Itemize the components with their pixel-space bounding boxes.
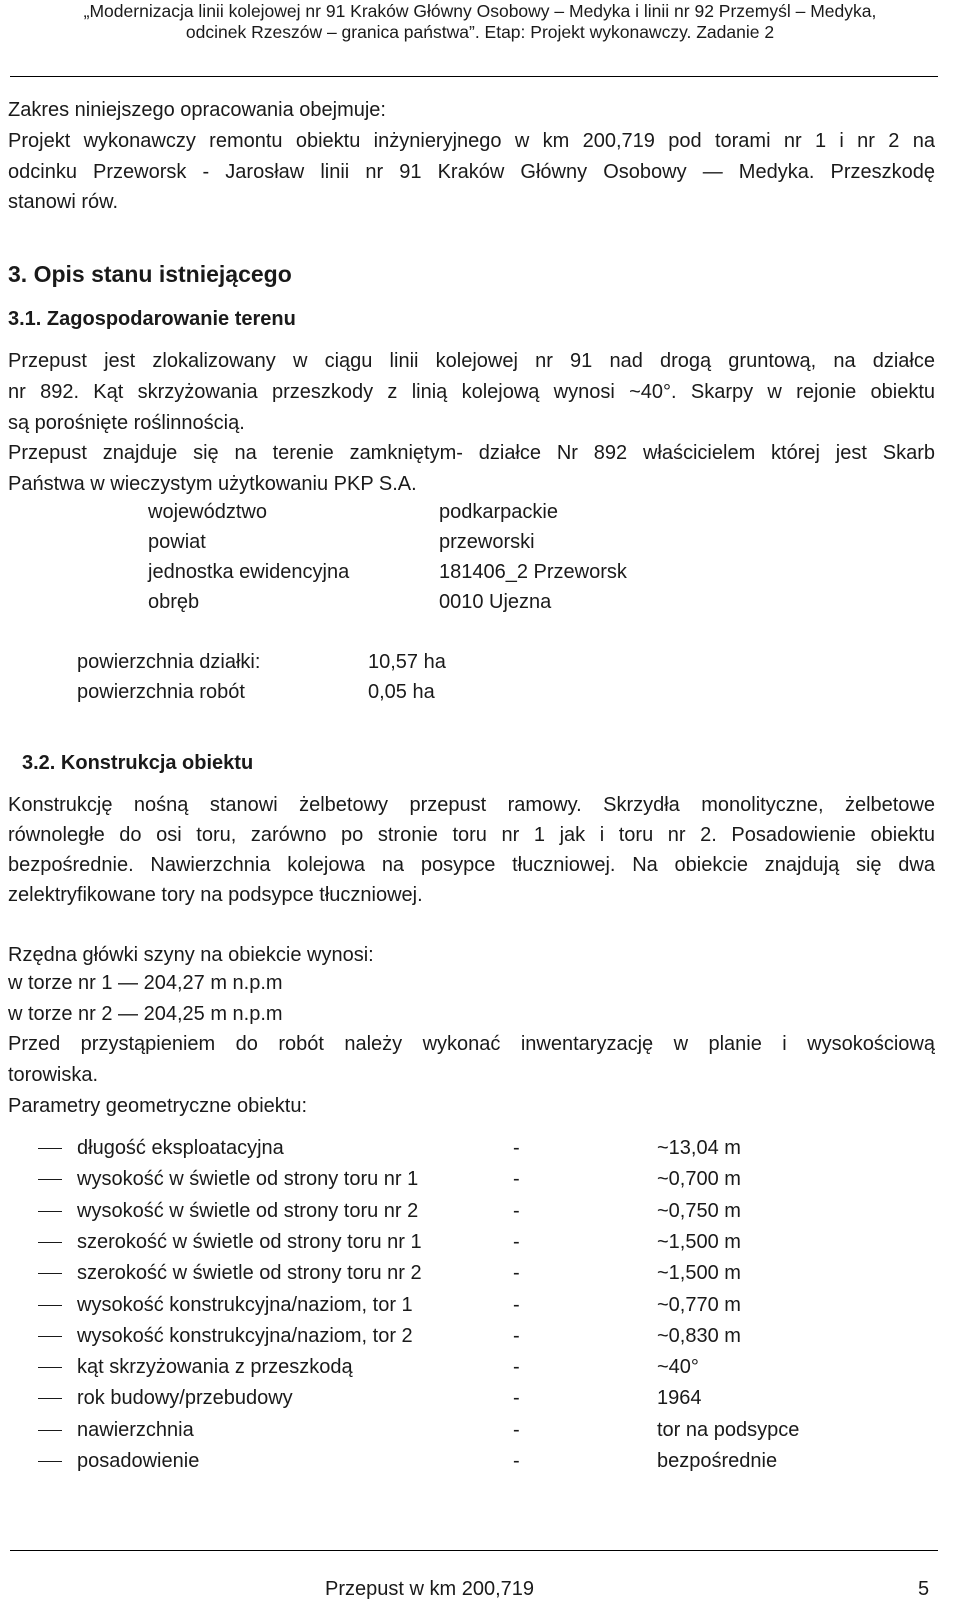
param-value: 1964 xyxy=(657,1387,702,1409)
param-value: ~0,750 m xyxy=(657,1200,741,1222)
param-value: ~1,500 m xyxy=(657,1262,741,1284)
admin-label-county: powiat xyxy=(148,531,206,553)
area-label-works: powierzchnia robót xyxy=(77,681,245,703)
param-name: wysokość w świetle od strony toru nr 2 xyxy=(77,1200,419,1222)
area-label-plot: powierzchnia działki: xyxy=(77,651,261,673)
param-value: tor na podsypce xyxy=(657,1419,800,1441)
admin-label-unit: jednostka ewidencyjna xyxy=(148,561,350,583)
param-separator: - xyxy=(513,1168,520,1190)
scope-line-2: odcinku Przeworsk - Jarosław linii nr 91 Kraków Główny Osobowy — Medyka. Przeszkodę xyxy=(8,161,935,183)
param-value: ~1,500 m xyxy=(657,1231,741,1253)
list-dash xyxy=(38,1367,62,1368)
param-name: szerokość w świetle od strony toru nr 2 xyxy=(77,1262,422,1284)
param-separator: - xyxy=(513,1387,520,1409)
para3-line-4: zelektryfikowane tory na podsypce tłuczniowej. xyxy=(8,884,423,906)
admin-value-precinct: 0010 Ujezna xyxy=(439,591,552,613)
para1-line-1: Przepust jest zlokalizowany w ciągu linii kolejowej nr 91 nad drogą gruntową, na działce xyxy=(8,350,935,372)
header-line-1: „Modernizacja linii kolejowej nr 91 Kraków Główny Osobowy – Medyka i linii nr 92 Przemyśl – Medyka, xyxy=(83,1,877,21)
header-line-2: odcinek Rzeszów – granica państwa”. Etap: Projekt wykonawczy. Zadanie 2 xyxy=(185,22,775,42)
rail-line-1: w torze nr 1 — 204,27 m n.p.m xyxy=(8,972,283,994)
para1-line-2: nr 892. Kąt skrzyżowania przeszkody z linią kolejową wynosi ~40°. Skarpy w rejonie obiektu xyxy=(8,381,935,403)
param-separator: - xyxy=(513,1356,520,1378)
para3-line-1: Konstrukcję nośną stanowi żelbetowy przepust ramowy. Skrzydła monolityczne, żelbetowe xyxy=(8,794,935,816)
param-separator: - xyxy=(513,1200,520,1222)
admin-label-voivodeship: województwo xyxy=(148,501,267,523)
param-value: ~40° xyxy=(657,1356,699,1378)
param-separator: - xyxy=(513,1137,520,1159)
para3-line-2: równoległe do osi toru, zarówno po stronie toru nr 1 jak i toru nr 2. Posadowienie obiektu xyxy=(8,824,935,846)
list-dash xyxy=(38,1242,62,1243)
param-name: szerokość w świetle od strony toru nr 1 xyxy=(77,1231,422,1253)
list-dash xyxy=(38,1305,62,1306)
para1-line-3: są porośnięte roślinnością. xyxy=(8,412,245,434)
params-intro: Parametry geometryczne obiektu: xyxy=(8,1095,308,1117)
param-separator: - xyxy=(513,1450,520,1472)
list-dash xyxy=(38,1148,62,1149)
list-dash xyxy=(38,1336,62,1337)
param-value: bezpośrednie xyxy=(657,1450,778,1472)
admin-value-voivodeship: podkarpackie xyxy=(439,501,558,523)
list-dash xyxy=(38,1398,62,1399)
param-value: ~13,04 m xyxy=(657,1137,741,1159)
param-name: wysokość w świetle od strony toru nr 1 xyxy=(77,1168,419,1190)
param-value: ~0,830 m xyxy=(657,1325,741,1347)
param-name: wysokość konstrukcyjna/naziom, tor 2 xyxy=(77,1325,413,1347)
param-name: posadowienie xyxy=(77,1450,200,1472)
section-3-1-title: 3.1. Zagospodarowanie terenu xyxy=(8,308,296,330)
footer-rule xyxy=(10,1550,938,1551)
para2-line-1: Przepust znajduje się na terenie zamkniętym- działce Nr 892 właścicielem której jest Skarb xyxy=(8,442,935,464)
param-separator: - xyxy=(513,1231,520,1253)
scope-line-1: Projekt wykonawczy remontu obiektu inżynieryjnego w km 200,719 pod torami nr 1 i nr 2 na xyxy=(8,130,935,152)
section-3-title: 3. Opis stanu istniejącego xyxy=(8,261,292,287)
header-rule xyxy=(10,76,938,77)
param-name: nawierzchnia xyxy=(77,1419,194,1441)
param-name: długość eksploatacyjna xyxy=(77,1137,284,1159)
param-separator: - xyxy=(513,1325,520,1347)
list-dash xyxy=(38,1273,62,1274)
admin-label-precinct: obręb xyxy=(148,591,200,613)
para2-line-2: Państwa w wieczystym użytkowaniu PKP S.A. xyxy=(8,473,417,495)
para4-line-2: torowiska. xyxy=(8,1064,99,1086)
param-name: wysokość konstrukcyjna/naziom, tor 1 xyxy=(77,1294,413,1316)
param-value: ~0,700 m xyxy=(657,1168,741,1190)
param-name: kąt skrzyżowania z przeszkodą xyxy=(77,1356,353,1378)
scope-line-3: stanowi rów. xyxy=(8,191,119,213)
rail-intro: Rzędna główki szyny na obiekcie wynosi: xyxy=(8,944,374,966)
rail-line-2: w torze nr 2 — 204,25 m n.p.m xyxy=(8,1003,283,1025)
param-separator: - xyxy=(513,1294,520,1316)
param-separator: - xyxy=(513,1262,520,1284)
area-value-works: 0,05 ha xyxy=(368,681,435,703)
param-separator: - xyxy=(513,1419,520,1441)
para3-line-3: bezpośrednie. Nawierzchnia kolejowa na posypce tłuczniowej. Na obiekcie znajdują się dwa xyxy=(8,854,935,876)
list-dash xyxy=(38,1179,62,1180)
footer-title: Przepust w km 200,719 xyxy=(325,1578,534,1600)
param-value: ~0,770 m xyxy=(657,1294,741,1316)
param-name: rok budowy/przebudowy xyxy=(77,1387,293,1409)
list-dash xyxy=(38,1430,62,1431)
section-3-2-title: 3.2. Konstrukcja obiektu xyxy=(22,752,254,774)
admin-value-county: przeworski xyxy=(439,531,535,553)
footer-page-number: 5 xyxy=(918,1578,930,1600)
scope-intro: Zakres niniejszego opracowania obejmuje: xyxy=(8,99,386,121)
admin-value-unit: 181406_2 Przeworsk xyxy=(439,561,627,583)
para4-line-1: Przed przystąpieniem do robót należy wykonać inwentaryzację w planie i wysokościową xyxy=(8,1033,935,1055)
list-dash xyxy=(38,1461,62,1462)
list-dash xyxy=(38,1211,62,1212)
area-value-plot: 10,57 ha xyxy=(368,651,446,673)
